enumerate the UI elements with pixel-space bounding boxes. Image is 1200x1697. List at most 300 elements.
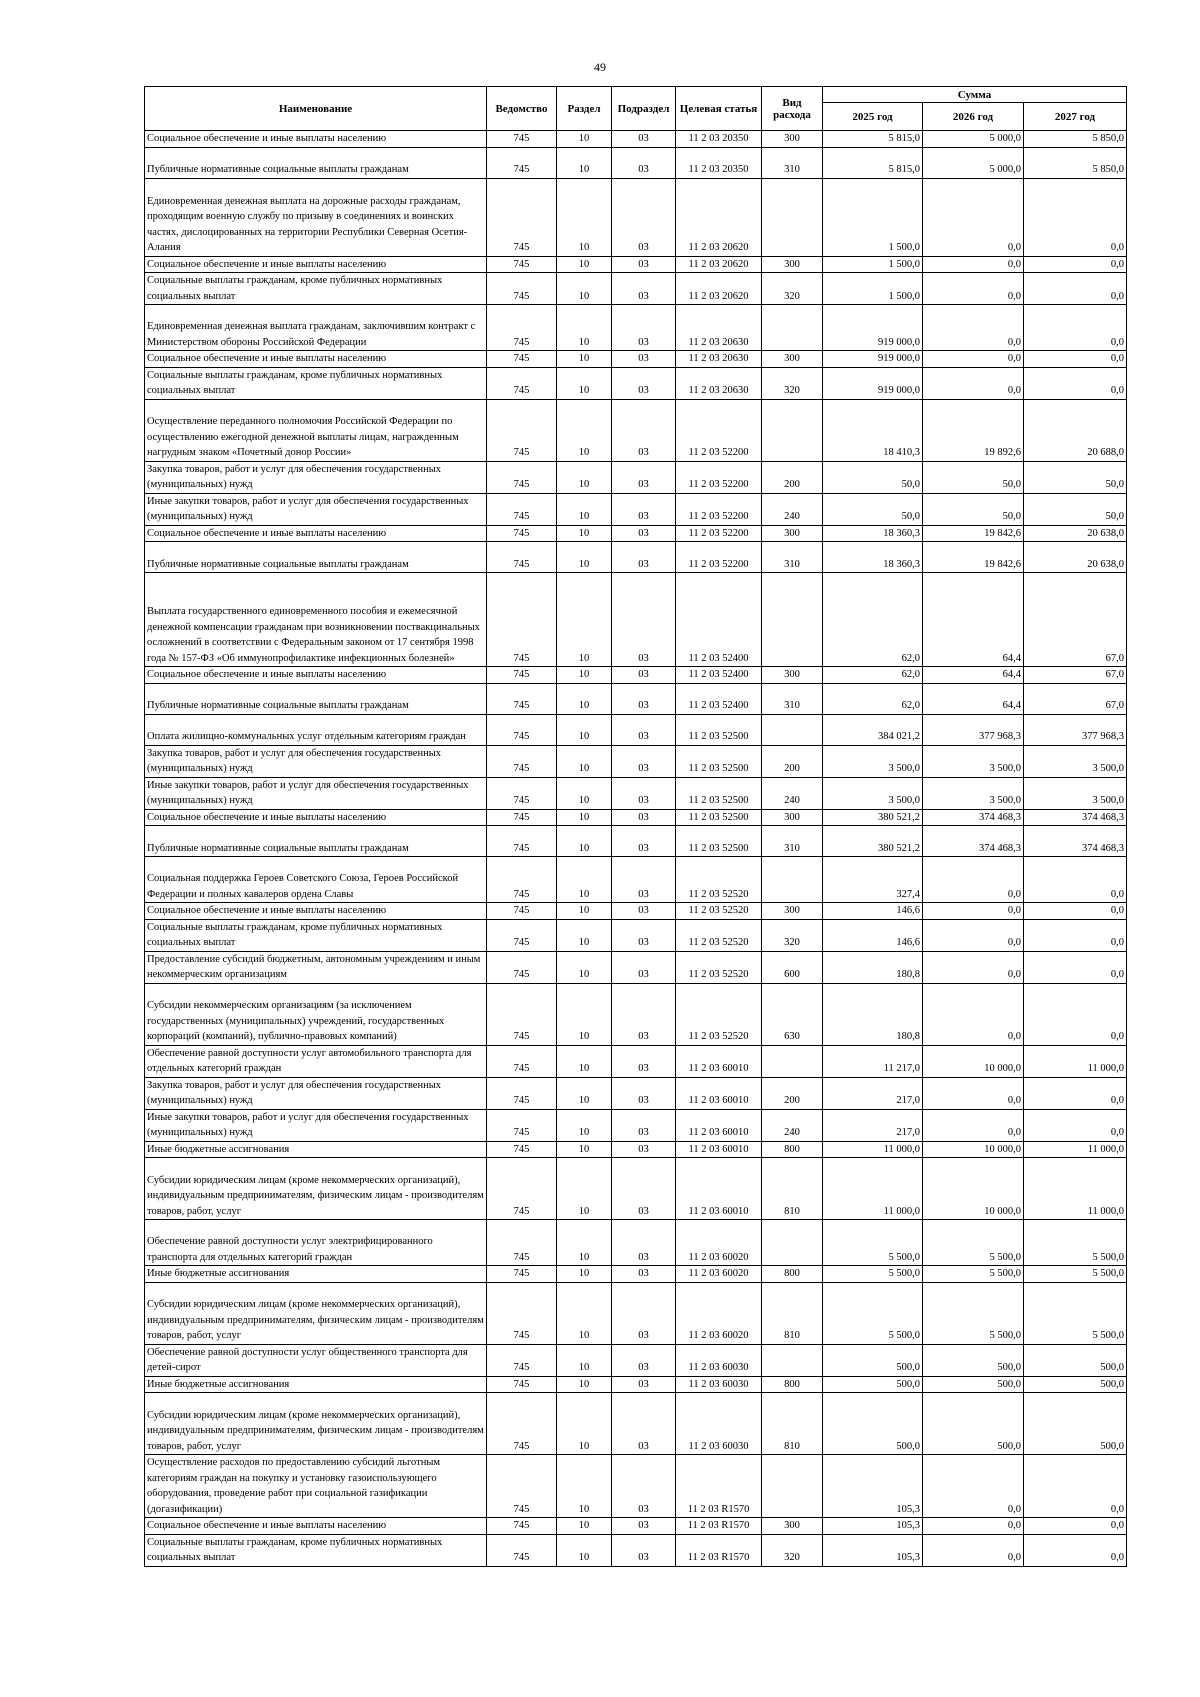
- cell-target-article: 11 2 03 52200: [676, 399, 762, 461]
- cell-department: 745: [487, 573, 557, 667]
- cell-target-article: 11 2 03 20350: [676, 147, 762, 178]
- cell-section: 10: [557, 857, 612, 903]
- header-section: Раздел: [557, 87, 612, 131]
- cell-sum-2025: 919 000,0: [823, 351, 923, 368]
- cell-section: 10: [557, 1344, 612, 1376]
- table-row: [145, 525, 1127, 542]
- cell-name: Социальные выплаты гражданам, кроме публичных нормативных социальных выплат: [145, 1534, 487, 1566]
- cell-sum-2027: 374 468,3: [1024, 826, 1127, 857]
- cell-name: Социальное обеспечение и иные выплаты населению: [145, 351, 487, 368]
- cell-expense-type: 810: [762, 1393, 823, 1455]
- cell-department: 745: [487, 983, 557, 1045]
- cell-sum-2026: 50,0: [923, 493, 1024, 525]
- cell-target-article: 11 2 03 52400: [676, 683, 762, 714]
- cell-sum-2025: 62,0: [823, 683, 923, 714]
- cell-sum-2027: 500,0: [1024, 1376, 1127, 1393]
- cell-target-article: 11 2 03 20620: [676, 178, 762, 256]
- cell-sum-2025: 500,0: [823, 1344, 923, 1376]
- cell-target-article: 11 2 03 52500: [676, 745, 762, 777]
- cell-subsection: 03: [612, 399, 676, 461]
- cell-department: 745: [487, 461, 557, 493]
- cell-expense-type: 200: [762, 745, 823, 777]
- cell-target-article: 11 2 03 52200: [676, 493, 762, 525]
- cell-expense-type: 800: [762, 1141, 823, 1158]
- cell-department: 745: [487, 273, 557, 305]
- cell-target-article: 11 2 03 52400: [676, 573, 762, 667]
- header-year-2027: 2027 год: [1024, 103, 1127, 131]
- cell-section: 10: [557, 714, 612, 745]
- cell-section: 10: [557, 1393, 612, 1455]
- cell-sum-2025: 1 500,0: [823, 273, 923, 305]
- table-row: [145, 1282, 1127, 1344]
- cell-name: Социальное обеспечение и иные выплаты населению: [145, 903, 487, 920]
- cell-sum-2026: 377 968,3: [923, 714, 1024, 745]
- cell-department: 745: [487, 1158, 557, 1220]
- cell-department: 745: [487, 351, 557, 368]
- cell-subsection: 03: [612, 1344, 676, 1376]
- cell-section: 10: [557, 461, 612, 493]
- table-row: [145, 1344, 1127, 1376]
- cell-name: Обеспечение равной доступности услуг автомобильного транспорта для отдельных категорий граждан: [145, 1045, 487, 1077]
- table-row: [145, 826, 1127, 857]
- cell-department: 745: [487, 1220, 557, 1266]
- cell-section: 10: [557, 1109, 612, 1141]
- header-target-article: Целевая статья: [676, 87, 762, 131]
- cell-sum-2026: 0,0: [923, 273, 1024, 305]
- cell-expense-type: 800: [762, 1376, 823, 1393]
- cell-name: Обеспечение равной доступности услуг электрифицированного транспорта для отдельных категорий граждан: [145, 1220, 487, 1266]
- cell-sum-2026: 5 000,0: [923, 147, 1024, 178]
- cell-sum-2026: 0,0: [923, 367, 1024, 399]
- cell-expense-type: 310: [762, 542, 823, 573]
- cell-sum-2026: 64,4: [923, 573, 1024, 667]
- table-row: [145, 1220, 1127, 1266]
- cell-name: Иные закупки товаров, работ и услуг для обеспечения государственных (муниципальных) нужд: [145, 1109, 487, 1141]
- cell-sum-2027: 0,0: [1024, 1518, 1127, 1535]
- table-body: [145, 131, 1127, 1567]
- table-row: [145, 256, 1127, 273]
- cell-expense-type: 320: [762, 273, 823, 305]
- cell-department: 745: [487, 525, 557, 542]
- cell-sum-2026: 3 500,0: [923, 777, 1024, 809]
- cell-expense-type: [762, 1455, 823, 1518]
- cell-expense-type: 810: [762, 1282, 823, 1344]
- cell-sum-2026: 0,0: [923, 178, 1024, 256]
- cell-department: 745: [487, 857, 557, 903]
- cell-sum-2027: 0,0: [1024, 1109, 1127, 1141]
- cell-subsection: 03: [612, 1393, 676, 1455]
- cell-sum-2027: 0,0: [1024, 367, 1127, 399]
- cell-expense-type: 310: [762, 826, 823, 857]
- cell-target-article: 11 2 03 60030: [676, 1393, 762, 1455]
- cell-name: Социальная поддержка Героев Советского Союза, Героев Российской Федерации и полных кавалеров ордена Славы: [145, 857, 487, 903]
- cell-department: 745: [487, 903, 557, 920]
- cell-department: 745: [487, 951, 557, 983]
- cell-department: 745: [487, 1077, 557, 1109]
- cell-expense-type: 300: [762, 667, 823, 684]
- cell-subsection: 03: [612, 1518, 676, 1535]
- cell-subsection: 03: [612, 367, 676, 399]
- cell-expense-type: 600: [762, 951, 823, 983]
- cell-name: Социальные выплаты гражданам, кроме публичных нормативных социальных выплат: [145, 273, 487, 305]
- cell-sum-2025: 5 500,0: [823, 1282, 923, 1344]
- cell-department: 745: [487, 256, 557, 273]
- cell-section: 10: [557, 131, 612, 148]
- table-row: [145, 1518, 1127, 1535]
- cell-expense-type: 320: [762, 919, 823, 951]
- cell-target-article: 11 2 03 60030: [676, 1344, 762, 1376]
- cell-sum-2025: 3 500,0: [823, 745, 923, 777]
- cell-target-article: 11 2 03 52520: [676, 919, 762, 951]
- cell-sum-2026: 3 500,0: [923, 745, 1024, 777]
- cell-expense-type: 300: [762, 351, 823, 368]
- cell-subsection: 03: [612, 256, 676, 273]
- table-row: [145, 1455, 1127, 1518]
- cell-sum-2026: 500,0: [923, 1393, 1024, 1455]
- header-subsection: Подраздел: [612, 87, 676, 131]
- cell-sum-2026: 374 468,3: [923, 826, 1024, 857]
- cell-target-article: 11 2 03 52520: [676, 983, 762, 1045]
- cell-sum-2025: 5 500,0: [823, 1266, 923, 1283]
- table-row: [145, 777, 1127, 809]
- cell-department: 745: [487, 367, 557, 399]
- cell-subsection: 03: [612, 305, 676, 351]
- cell-section: 10: [557, 1158, 612, 1220]
- cell-expense-type: 310: [762, 683, 823, 714]
- cell-subsection: 03: [612, 809, 676, 826]
- cell-sum-2027: 3 500,0: [1024, 745, 1127, 777]
- cell-sum-2026: 0,0: [923, 903, 1024, 920]
- cell-section: 10: [557, 573, 612, 667]
- cell-department: 745: [487, 131, 557, 148]
- cell-target-article: 11 2 03 20630: [676, 367, 762, 399]
- table-row: [145, 1077, 1127, 1109]
- cell-sum-2026: 0,0: [923, 1077, 1024, 1109]
- cell-sum-2026: 0,0: [923, 351, 1024, 368]
- cell-sum-2026: 0,0: [923, 983, 1024, 1045]
- cell-section: 10: [557, 745, 612, 777]
- cell-department: 745: [487, 777, 557, 809]
- cell-sum-2025: 105,3: [823, 1455, 923, 1518]
- cell-target-article: 11 2 03 20620: [676, 273, 762, 305]
- cell-sum-2025: 18 360,3: [823, 525, 923, 542]
- cell-sum-2027: 11 000,0: [1024, 1158, 1127, 1220]
- cell-sum-2027: 0,0: [1024, 178, 1127, 256]
- cell-section: 10: [557, 1266, 612, 1283]
- cell-name: Социальное обеспечение и иные выплаты населению: [145, 256, 487, 273]
- cell-sum-2027: 0,0: [1024, 951, 1127, 983]
- cell-sum-2025: 11 000,0: [823, 1158, 923, 1220]
- cell-target-article: 11 2 03 20630: [676, 351, 762, 368]
- cell-target-article: 11 2 03 52400: [676, 667, 762, 684]
- table-row: [145, 367, 1127, 399]
- cell-sum-2026: 64,4: [923, 683, 1024, 714]
- cell-target-article: 11 2 03 52500: [676, 777, 762, 809]
- header-expense-type: Вид расхода: [762, 87, 823, 131]
- cell-sum-2025: 11 217,0: [823, 1045, 923, 1077]
- cell-subsection: 03: [612, 461, 676, 493]
- cell-expense-type: 240: [762, 777, 823, 809]
- cell-sum-2026: 0,0: [923, 305, 1024, 351]
- table-row: [145, 667, 1127, 684]
- cell-section: 10: [557, 777, 612, 809]
- cell-name: Обеспечение равной доступности услуг общественного транспорта для детей-сирот: [145, 1344, 487, 1376]
- cell-sum-2025: 180,8: [823, 951, 923, 983]
- cell-section: 10: [557, 1455, 612, 1518]
- cell-sum-2026: 5 000,0: [923, 131, 1024, 148]
- cell-department: 745: [487, 178, 557, 256]
- cell-section: 10: [557, 525, 612, 542]
- cell-sum-2026: 5 500,0: [923, 1220, 1024, 1266]
- table-row: [145, 178, 1127, 256]
- cell-sum-2025: 5 815,0: [823, 131, 923, 148]
- cell-target-article: 11 2 03 52200: [676, 542, 762, 573]
- cell-name: Иные бюджетные ассигнования: [145, 1141, 487, 1158]
- table-row: [145, 461, 1127, 493]
- cell-name: Закупка товаров, работ и услуг для обеспечения государственных (муниципальных) нужд: [145, 461, 487, 493]
- table-row: [145, 683, 1127, 714]
- cell-expense-type: 300: [762, 131, 823, 148]
- cell-sum-2025: 919 000,0: [823, 367, 923, 399]
- cell-expense-type: [762, 1220, 823, 1266]
- cell-name: Публичные нормативные социальные выплаты гражданам: [145, 542, 487, 573]
- cell-expense-type: [762, 305, 823, 351]
- cell-target-article: 11 2 03 60010: [676, 1077, 762, 1109]
- cell-sum-2027: 11 000,0: [1024, 1045, 1127, 1077]
- cell-section: 10: [557, 919, 612, 951]
- cell-name: Публичные нормативные социальные выплаты гражданам: [145, 147, 487, 178]
- cell-subsection: 03: [612, 919, 676, 951]
- cell-department: 745: [487, 667, 557, 684]
- cell-sum-2025: 5 815,0: [823, 147, 923, 178]
- cell-sum-2026: 19 842,6: [923, 525, 1024, 542]
- cell-sum-2027: 0,0: [1024, 903, 1127, 920]
- table-row: [145, 1109, 1127, 1141]
- cell-sum-2025: 62,0: [823, 573, 923, 667]
- cell-sum-2025: 50,0: [823, 461, 923, 493]
- cell-sum-2026: 0,0: [923, 1518, 1024, 1535]
- cell-sum-2027: 3 500,0: [1024, 777, 1127, 809]
- cell-sum-2027: 0,0: [1024, 857, 1127, 903]
- cell-target-article: 11 2 03 R1570: [676, 1518, 762, 1535]
- cell-department: 745: [487, 683, 557, 714]
- cell-section: 10: [557, 1077, 612, 1109]
- cell-department: 745: [487, 147, 557, 178]
- cell-department: 745: [487, 745, 557, 777]
- cell-target-article: 11 2 03 52520: [676, 903, 762, 920]
- cell-name: Социальное обеспечение и иные выплаты населению: [145, 131, 487, 148]
- table-row: [145, 1158, 1127, 1220]
- cell-sum-2026: 500,0: [923, 1376, 1024, 1393]
- cell-subsection: 03: [612, 745, 676, 777]
- cell-sum-2025: 180,8: [823, 983, 923, 1045]
- cell-sum-2027: 11 000,0: [1024, 1141, 1127, 1158]
- cell-department: 745: [487, 1393, 557, 1455]
- cell-sum-2025: 105,3: [823, 1534, 923, 1566]
- cell-section: 10: [557, 1045, 612, 1077]
- cell-target-article: 11 2 03 60010: [676, 1158, 762, 1220]
- cell-sum-2026: 64,4: [923, 667, 1024, 684]
- cell-expense-type: 200: [762, 461, 823, 493]
- cell-sum-2025: 380 521,2: [823, 809, 923, 826]
- cell-sum-2025: 18 360,3: [823, 542, 923, 573]
- cell-name: Выплата государственного единовременного пособия и ежемесячной денежной компенсации гражданам при возникновении поствакцинальных осложнений в соответствии с Федеральным законом от 17 сентября 1998 года № 157-ФЗ «Об иммунопрофилактике инфекционных болезней»: [145, 573, 487, 667]
- cell-target-article: 11 2 03 52500: [676, 714, 762, 745]
- cell-subsection: 03: [612, 983, 676, 1045]
- cell-expense-type: 300: [762, 1518, 823, 1535]
- cell-sum-2025: 1 500,0: [823, 256, 923, 273]
- cell-target-article: 11 2 03 60010: [676, 1141, 762, 1158]
- cell-name: Субсидии юридическим лицам (кроме некоммерческих организаций), индивидуальным предпринимателям, физическим лицам - производителям товаров, работ, услуг: [145, 1282, 487, 1344]
- header-name: Наименование: [145, 87, 487, 131]
- cell-target-article: 11 2 03 52520: [676, 951, 762, 983]
- cell-target-article: 11 2 03 60030: [676, 1376, 762, 1393]
- cell-expense-type: [762, 573, 823, 667]
- cell-expense-type: [762, 178, 823, 256]
- cell-sum-2027: 67,0: [1024, 667, 1127, 684]
- cell-expense-type: 200: [762, 1077, 823, 1109]
- cell-sum-2027: 500,0: [1024, 1344, 1127, 1376]
- cell-sum-2027: 0,0: [1024, 305, 1127, 351]
- cell-sum-2027: 0,0: [1024, 1077, 1127, 1109]
- cell-name: Закупка товаров, работ и услуг для обеспечения государственных (муниципальных) нужд: [145, 745, 487, 777]
- cell-name: Иные бюджетные ассигнования: [145, 1266, 487, 1283]
- cell-sum-2025: 380 521,2: [823, 826, 923, 857]
- cell-sum-2026: 374 468,3: [923, 809, 1024, 826]
- cell-sum-2026: 500,0: [923, 1344, 1024, 1376]
- cell-expense-type: 310: [762, 147, 823, 178]
- cell-sum-2027: 67,0: [1024, 573, 1127, 667]
- cell-name: Осуществление переданного полномочия Российской Федерации по осуществлению ежегодной денежной выплаты лицам, награжденным нагрудным знаком «Почетный донор России»: [145, 399, 487, 461]
- cell-sum-2027: 0,0: [1024, 256, 1127, 273]
- cell-sum-2027: 0,0: [1024, 919, 1127, 951]
- cell-subsection: 03: [612, 525, 676, 542]
- cell-name: Социальные выплаты гражданам, кроме публичных нормативных социальных выплат: [145, 367, 487, 399]
- cell-target-article: 11 2 03 R1570: [676, 1455, 762, 1518]
- cell-department: 745: [487, 1266, 557, 1283]
- cell-expense-type: 320: [762, 367, 823, 399]
- cell-expense-type: 240: [762, 493, 823, 525]
- cell-name: Оплата жилищно-коммунальных услуг отдельным категориям граждан: [145, 714, 487, 745]
- cell-sum-2025: 105,3: [823, 1518, 923, 1535]
- cell-department: 745: [487, 714, 557, 745]
- cell-subsection: 03: [612, 857, 676, 903]
- cell-expense-type: 300: [762, 809, 823, 826]
- cell-section: 10: [557, 493, 612, 525]
- cell-sum-2027: 5 500,0: [1024, 1282, 1127, 1344]
- cell-name: Закупка товаров, работ и услуг для обеспечения государственных (муниципальных) нужд: [145, 1077, 487, 1109]
- cell-expense-type: 300: [762, 903, 823, 920]
- cell-target-article: 11 2 03 60020: [676, 1266, 762, 1283]
- cell-sum-2025: 1 500,0: [823, 178, 923, 256]
- cell-sum-2025: 217,0: [823, 1109, 923, 1141]
- cell-target-article: 11 2 03 52200: [676, 525, 762, 542]
- cell-department: 745: [487, 1109, 557, 1141]
- cell-section: 10: [557, 826, 612, 857]
- cell-sum-2027: 500,0: [1024, 1393, 1127, 1455]
- cell-sum-2027: 50,0: [1024, 493, 1127, 525]
- cell-subsection: 03: [612, 1220, 676, 1266]
- cell-sum-2026: 5 500,0: [923, 1282, 1024, 1344]
- cell-department: 745: [487, 809, 557, 826]
- cell-expense-type: [762, 1045, 823, 1077]
- table-row: [145, 305, 1127, 351]
- cell-sum-2026: 10 000,0: [923, 1045, 1024, 1077]
- cell-expense-type: 320: [762, 1534, 823, 1566]
- cell-section: 10: [557, 178, 612, 256]
- cell-subsection: 03: [612, 273, 676, 305]
- cell-sum-2026: 0,0: [923, 951, 1024, 983]
- cell-sum-2027: 5 500,0: [1024, 1266, 1127, 1283]
- cell-department: 745: [487, 1344, 557, 1376]
- cell-name: Субсидии юридическим лицам (кроме некоммерческих организаций), индивидуальным предпринимателям, физическим лицам - производителям товаров, работ, услуг: [145, 1158, 487, 1220]
- cell-target-article: 11 2 03 60020: [676, 1282, 762, 1344]
- cell-sum-2025: 18 410,3: [823, 399, 923, 461]
- cell-section: 10: [557, 1518, 612, 1535]
- cell-expense-type: 240: [762, 1109, 823, 1141]
- cell-section: 10: [557, 1282, 612, 1344]
- cell-sum-2025: 500,0: [823, 1393, 923, 1455]
- cell-name: Социальные выплаты гражданам, кроме публичных нормативных социальных выплат: [145, 919, 487, 951]
- cell-subsection: 03: [612, 714, 676, 745]
- cell-name: Иные закупки товаров, работ и услуг для обеспечения государственных (муниципальных) нужд: [145, 777, 487, 809]
- cell-subsection: 03: [612, 1266, 676, 1283]
- cell-name: Социальное обеспечение и иные выплаты населению: [145, 809, 487, 826]
- cell-sum-2025: 327,4: [823, 857, 923, 903]
- table-row: [145, 951, 1127, 983]
- budget-table: [144, 86, 1127, 1567]
- cell-name: Публичные нормативные социальные выплаты гражданам: [145, 683, 487, 714]
- table-row: [145, 903, 1127, 920]
- table-row: [145, 131, 1127, 148]
- cell-sum-2027: 20 638,0: [1024, 542, 1127, 573]
- table-row: [145, 1393, 1127, 1455]
- table-row: [145, 857, 1127, 903]
- cell-department: 745: [487, 1045, 557, 1077]
- cell-department: 745: [487, 1534, 557, 1566]
- table-row: [145, 147, 1127, 178]
- table-row: [145, 1376, 1127, 1393]
- cell-section: 10: [557, 542, 612, 573]
- cell-sum-2027: 5 850,0: [1024, 147, 1127, 178]
- cell-subsection: 03: [612, 1376, 676, 1393]
- cell-sum-2027: 0,0: [1024, 273, 1127, 305]
- table-row: [145, 542, 1127, 573]
- cell-subsection: 03: [612, 147, 676, 178]
- cell-subsection: 03: [612, 1158, 676, 1220]
- table-row: [145, 493, 1127, 525]
- cell-sum-2027: 50,0: [1024, 461, 1127, 493]
- cell-sum-2025: 384 021,2: [823, 714, 923, 745]
- cell-sum-2025: 146,6: [823, 903, 923, 920]
- cell-subsection: 03: [612, 573, 676, 667]
- cell-sum-2027: 0,0: [1024, 983, 1127, 1045]
- cell-sum-2025: 11 000,0: [823, 1141, 923, 1158]
- table-row: [145, 1141, 1127, 1158]
- cell-section: 10: [557, 903, 612, 920]
- cell-sum-2025: 146,6: [823, 919, 923, 951]
- cell-subsection: 03: [612, 1109, 676, 1141]
- cell-name: Единовременная денежная выплата на дорожные расходы гражданам, проходящим военную службу по призыву в соединениях и воинских частях, дислоцированных на территории Республики Северная Осетия-Алания: [145, 178, 487, 256]
- cell-subsection: 03: [612, 1282, 676, 1344]
- cell-name: Социальное обеспечение и иные выплаты населению: [145, 667, 487, 684]
- cell-sum-2027: 5 850,0: [1024, 131, 1127, 148]
- cell-department: 745: [487, 919, 557, 951]
- cell-name: Субсидии некоммерческим организациям (за исключением государственных (муниципальных) учреждений, государственных корпораций (компаний), публично-правовых компаний): [145, 983, 487, 1045]
- cell-section: 10: [557, 809, 612, 826]
- cell-expense-type: 800: [762, 1266, 823, 1283]
- cell-sum-2025: 5 500,0: [823, 1220, 923, 1266]
